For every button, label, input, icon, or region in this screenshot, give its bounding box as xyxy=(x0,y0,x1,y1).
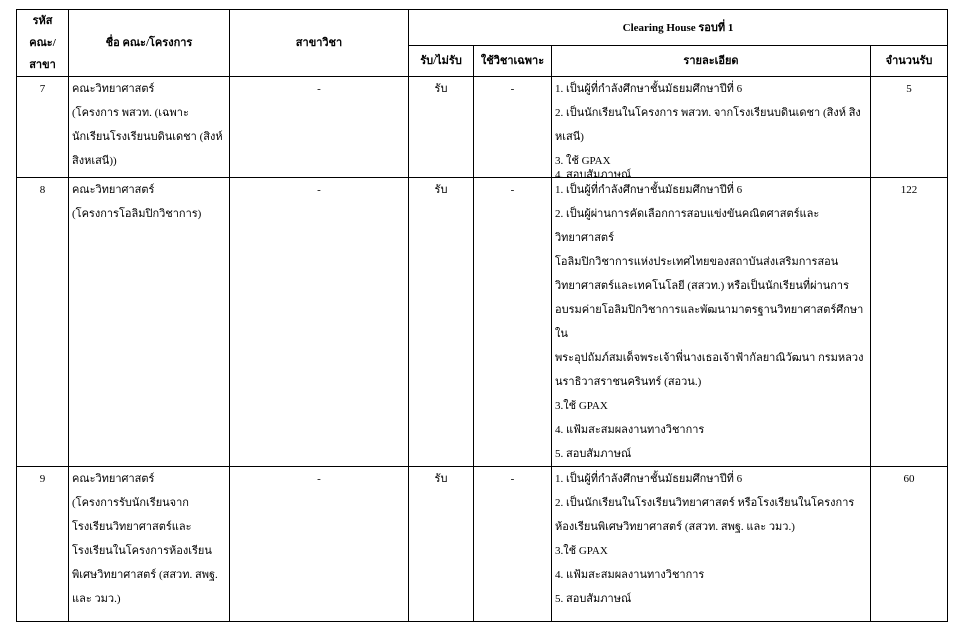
header-quota: จำนวนรับ xyxy=(871,46,948,77)
detail-line: 1. เป็นผู้ที่กำลังศึกษาชั้นมัธยมศึกษาปีที่ 6 xyxy=(555,473,743,485)
header-row-1 xyxy=(17,10,948,46)
row-quota: 5 xyxy=(871,77,948,178)
faculty-line: คณะวิทยาศาสตร์ xyxy=(72,473,155,485)
row-faculty xyxy=(69,178,230,467)
row-major: - xyxy=(230,178,409,467)
row-accept: รับ xyxy=(409,178,474,467)
row-special-subject: - xyxy=(474,77,552,178)
faculty-line: สิงหเสนี)) xyxy=(72,155,117,167)
row-code: 7 xyxy=(17,77,69,178)
detail-line: 3.ใช้ GPAX xyxy=(555,545,608,557)
row-faculty xyxy=(69,467,230,622)
detail-line: 3. ใช้ GPAX xyxy=(555,155,611,167)
table-row xyxy=(17,77,948,178)
detail-line: 1. เป็นผู้ที่กำลังศึกษาชั้นมัธยมศึกษาปีที่ 6 xyxy=(555,184,743,196)
faculty-line: คณะวิทยาศาสตร์ xyxy=(72,83,155,95)
row-code: 9 xyxy=(17,467,69,622)
header-detail: รายละเอียด xyxy=(552,46,871,77)
row-special-subject: - xyxy=(474,178,552,467)
faculty-line: (โครงการรับนักเรียนจาก xyxy=(72,497,189,509)
header-round: Clearing House รอบที่ 1 xyxy=(409,10,948,46)
detail-line: อบรมค่ายโอลิมปิกวิชาการและพัฒนามาตรฐานวิทยาศาสตร์ศึกษาใน xyxy=(555,304,864,340)
row-detail xyxy=(552,178,871,467)
detail-line: 5. สอบสัมภาษณ์ xyxy=(555,448,632,460)
detail-line: 4. แฟ้มสะสมผลงานทางวิชาการ xyxy=(555,569,705,581)
admission-table xyxy=(16,9,948,622)
header-accept: รับ/ไม่รับ xyxy=(409,46,474,77)
detail-line: 4. สอบสัมภาษณ์ xyxy=(555,169,632,177)
header-code: รหัสคณะ/ สาขา xyxy=(17,10,69,77)
row-quota: 122 xyxy=(871,178,948,467)
table-row xyxy=(17,467,948,622)
header-special-subject: ใช้วิชาเฉพาะ xyxy=(474,46,552,77)
faculty-line: นักเรียนโรงเรียนบดินเดชา (สิงห์ xyxy=(72,131,223,143)
detail-line: นราธิวาสราชนครินทร์ (สอวน.) xyxy=(555,376,702,388)
faculty-line: (โครงการ พสวท. (เฉพาะ xyxy=(72,107,189,119)
detail-line: โอลิมปิกวิชาการแห่งประเทศไทยของสถาบันส่งเสริมการสอน xyxy=(555,256,839,268)
header-major: สาขาวิชา xyxy=(230,10,409,77)
row-accept: รับ xyxy=(409,77,474,178)
detail-line: 5. สอบสัมภาษณ์ xyxy=(555,593,632,605)
faculty-line: (โครงการโอลิมปิกวิชาการ) xyxy=(72,208,202,220)
row-detail xyxy=(552,77,871,178)
detail-line: 2. เป็นผู้ผ่านการคัดเลือกการสอบแข่งขันคณิตศาสตร์และวิทยาศาสตร์ xyxy=(555,208,820,244)
row-code: 8 xyxy=(17,178,69,467)
detail-line: 4. แฟ้มสะสมผลงานทางวิชาการ xyxy=(555,424,705,436)
row-accept: รับ xyxy=(409,467,474,622)
table-row xyxy=(17,178,948,467)
header-faculty: ชื่อ คณะ/โครงการ xyxy=(69,10,230,77)
row-faculty xyxy=(69,77,230,178)
row-quota: 60 xyxy=(871,467,948,622)
detail-line: 2. เป็นนักเรียนในโรงเรียนวิทยาศาสตร์ หรือโรงเรียนในโครงการ xyxy=(555,497,855,509)
detail-line: ห้องเรียนพิเศษวิทยาศาสตร์ (สสวท. สพฐ. และ วมว.) xyxy=(555,521,795,533)
detail-line: 2. เป็นนักเรียนในโครงการ พสวท. จากโรงเรียนบดินเดชา (สิงห์ สิง xyxy=(555,107,861,119)
faculty-line: และ วมว.) xyxy=(72,593,121,605)
faculty-line: คณะวิทยาศาสตร์ xyxy=(72,184,155,196)
faculty-line: โรงเรียนวิทยาศาสตร์และ xyxy=(72,521,192,533)
row-detail xyxy=(552,467,871,622)
row-special-subject: - xyxy=(474,467,552,622)
row-major: - xyxy=(230,77,409,178)
faculty-line: โรงเรียนในโครงการห้องเรียน xyxy=(72,545,212,557)
detail-line: 3.ใช้ GPAX xyxy=(555,400,608,412)
detail-line: พระอุปถัมภ์สมเด็จพระเจ้าพี่นางเธอเจ้าฟ้ากัลยาณิวัฒนา กรมหลวง xyxy=(555,352,864,364)
row-major: - xyxy=(230,467,409,622)
detail-line: หเสนี) xyxy=(555,131,584,143)
detail-line: 1. เป็นผู้ที่กำลังศึกษาชั้นมัธยมศึกษาปีที่ 6 xyxy=(555,83,743,95)
detail-line: วิทยาศาสตร์และเทคโนโลยี (สสวท.) หรือเป็นนักเรียนที่ผ่านการ xyxy=(555,280,850,292)
faculty-line: พิเศษวิทยาศาสตร์ (สสวท. สพฐ. xyxy=(72,569,218,581)
